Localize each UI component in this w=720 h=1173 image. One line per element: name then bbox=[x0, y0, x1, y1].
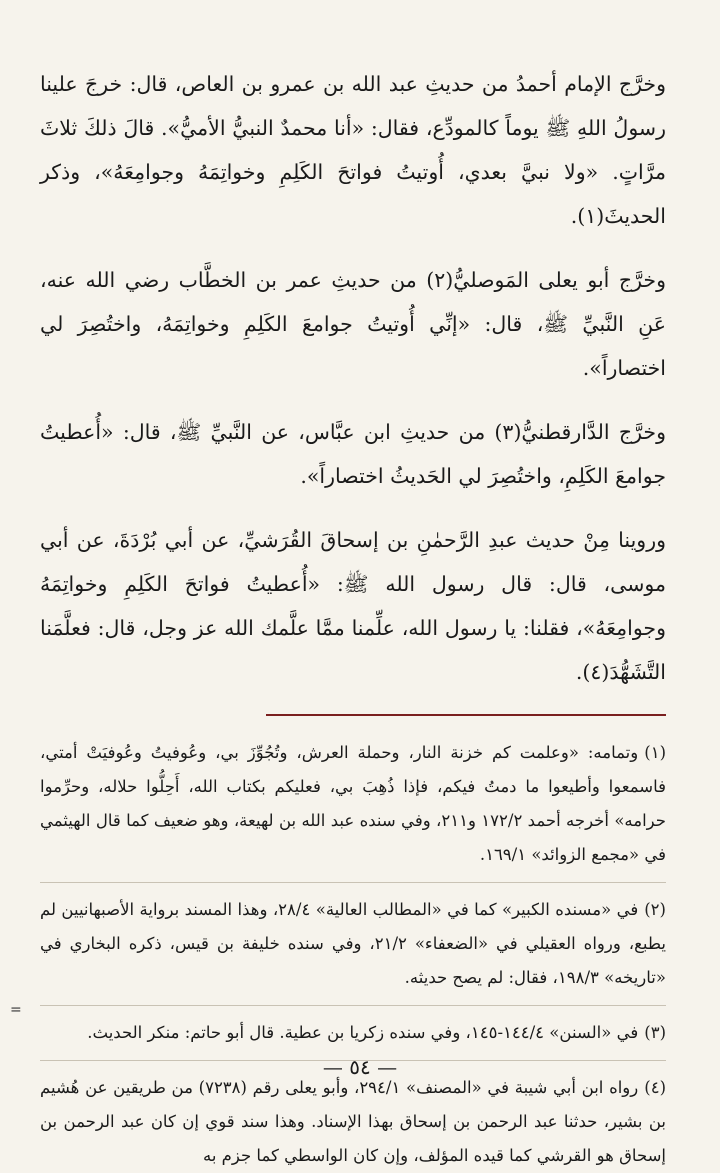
footnote bbox=[40, 893, 666, 995]
footnotes bbox=[40, 736, 666, 1173]
footnote-number: (١) bbox=[644, 743, 666, 762]
footnote-divider bbox=[266, 714, 666, 716]
footnote-number: (٤) bbox=[644, 1078, 666, 1097]
footnote-text: رواه ابن أبي شيبة في «المصنف» ٢٩٤/١، وأبو يعلى رقم (٧٢٣٨) من طريقين عن هُشيم بن بشير، حدثنا عبد الرحمن بن إسحاق بهذا الإسناد. وهذا سند قوي إن كان عبد الرحمن بن إسحاق هو القرشي كما قيده المؤلف، وإن كان الواسطي كما جزم به bbox=[40, 1078, 666, 1165]
page-number: — ٥٤ — bbox=[322, 1055, 398, 1079]
paragraph: وخرَّج أبو يعلى المَوصليُّ(٢) من حديثِ عمر بن الخطَّاب رضي الله عنه، عَنِ النَّبيِّ ﷺ، قال: «إنِّي أُوتيتُ جوامعَ الكَلِمِ وخواتِمَهُ، واختُصِرَ لي اختصاراً». bbox=[40, 268, 666, 380]
footnote bbox=[40, 1016, 666, 1050]
paragraph: وخرَّج الإمام أحمدُ من حديثِ عبد الله بن عمرو بن العاص، قال: خرجَ علينا رسولُ اللهِ ﷺ يوماً كالمودِّع، فقال: «أنا محمدٌ النبيُّ الأميُّ». قالَ ذلكَ ثلاثَ مرَّاتٍ. «ولا نبيَّ بعدي، أُوتيتُ فواتحَ الكَلِمِ وخواتِمَهُ وجوامِعَهُ»، وذكر الحديثَ(١). bbox=[40, 72, 666, 228]
footnote bbox=[40, 1071, 666, 1173]
footnote-separator bbox=[40, 1005, 666, 1006]
footnote-text: في «مسنده الكبير» كما في «المطالب العالية» ٢٨/٤، وهذا المسند برواية الأصبهانيين لم يطبع، ورواه العقيلي في «الضعفاء» ٢١/٢، وفي سنده خليفة بن قيس، ذكره البخاري في «تاريخه» ١٩٨/٣، فقال: لم يصح حديثه. bbox=[40, 900, 666, 987]
footnote-number: (٣) bbox=[644, 1023, 666, 1042]
paragraph: وروينا مِنْ حديث عبدِ الرَّحمٰنِ بن إسحاقَ القُرَشيِّ، عن أبي بُرْدَةَ، عن أبي موسى، قال: قال رسول الله ﷺ: «أُعطيتُ فواتحَ الكَلِمِ وخواتِمَهُ وجوامِعَهُ»، فقلنا: يا رسول الله، علِّمنا ممَّا علَّمك الله عز وجل، قال: فعلَّمَنا التَّشَهُّدَ(٤). bbox=[40, 528, 666, 684]
footnote bbox=[40, 736, 666, 872]
paragraph: وخرَّج الدَّارقطنيُّ(٣) من حديثِ ابن عبَّاس، عن النَّبيِّ ﷺ، قال: «أُعطيتُ جوامعَ الكَلِمِ، واختُصِرَ لي الحَديثُ اختصاراً». bbox=[40, 420, 666, 488]
footnote-separator bbox=[40, 882, 666, 883]
footnote-text: في «السنن» ١٤٤/٤-١٤٥، وفي سنده زكريا بن عطية. قال أبو حاتم: منكر الحديث. bbox=[87, 1023, 639, 1042]
footnote-text: وتمامه: «وعلمت كم خزنة النار، وحملة العرش، وتُجُوِّزَ بي، وعُوفيتُ وعُوفيَتْ أمتي، فاسمعوا وأطيعوا ما دمتُ فيكم، فإذا ذُهِبَ بي، فعليكم بكتاب الله، أَحِلُّوا حلاله، وحرِّموا حرامه» أخرجه أحمد ١٧٢/٢ و٢١١، وفي سنده عبد الله بن لهيعة، وهو ضعيف كما قال الهيثمي في «مجمع الزوائد» ١٦٩/١. bbox=[40, 743, 666, 864]
continuation-mark: = bbox=[10, 1002, 22, 1018]
main-text bbox=[40, 62, 666, 694]
footnote-number: (٢) bbox=[644, 900, 666, 919]
